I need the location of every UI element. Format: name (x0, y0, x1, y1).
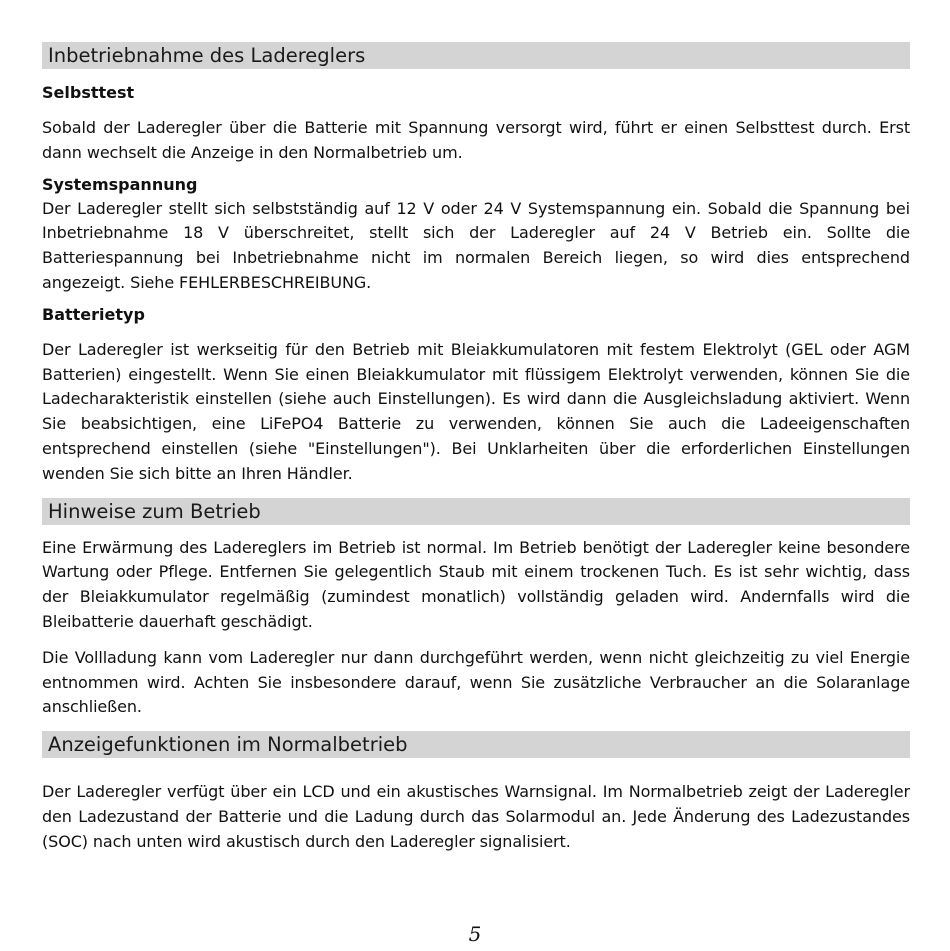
document-page (42, 42, 910, 855)
paragraph-anzeigefunktionen: Der Laderegler verfügt über ein LCD und ein akustisches Warnsignal. Im Normalbetrieb zeigt der Laderegler den Ladezustand der Batterie und die Ladung durch das Solarmodul an. Jede Änderung des Ladezustandes (SOC) nach unten wird akustisch durch den Laderegler signalisiert. (42, 782, 910, 851)
page-number: 5 (468, 922, 482, 946)
paragraph-batterietyp: Der Laderegler ist werkseitig für den Betrieb mit Bleiakkumulatoren mit festem Elektrolyt (GEL oder AGM Batterien) eingestellt. Wenn Sie einen Bleiakkumulator mit flüssigem Elektrolyt verwenden, können Sie die Ladecharakteristik einstellen (siehe auch Einstellungen). Es wird dann die Ausgleichsladung aktiviert. Wenn Sie beabsichtigen, eine LiFePO4 Batterie zu verwenden, können Sie auch die Ladeeigenschaften entsprechend einstellen (siehe "Einstellungen"). Bei Unklarheiten über die erforderlichen Einstellungen wenden Sie sich bitte an Ihren Händler. (42, 339, 910, 483)
subheading-selbsttest: Selbsttest (42, 83, 135, 102)
subheading-batterietyp: Batterietyp (42, 304, 145, 324)
section-title-inbetriebnahme: Inbetriebnahme des Ladereglers (42, 42, 910, 69)
subheading-systemspannung: Systemspannung (42, 174, 198, 194)
paragraph-selbsttest: Sobald der Laderegler über die Batterie mit Spannung versorgt wird, führt er einen Selbsttest durch. Erst dann wechselt die Anzeige in den Normalbetrieb um. (42, 118, 910, 162)
section-title-anzeigefunktionen: Anzeigefunktionen im Normalbetrieb (42, 731, 910, 758)
paragraph-hinweise-2: Die Vollladung kann vom Laderegler nur dann durchgeführt werden, wenn nicht gleichzeitig zu viel Energie entnommen wird. Achten Sie insbesondere darauf, wenn Sie zusätzliche Verbraucher an die Solaranlage anschließen. (42, 647, 910, 717)
paragraph-systemspannung: Der Laderegler stellt sich selbstständig auf 12 V oder 24 V Systemspannung ein. Sobald die Spannung bei Inbetriebnahme 18 V überschreitet, stellt sich der Laderegler auf 24 V Betrieb ein. Sollte die Batteriespannung bei Inbetriebnahme nicht im normalen Bereich liegen, so wird dies entsprechend angezeigt. Siehe FEHLERBESCHREIBUNG. (42, 198, 910, 292)
section-title-hinweise: Hinweise zum Betrieb (42, 498, 910, 525)
paragraph-hinweise-1: Eine Erwärmung des Ladereglers im Betrieb ist normal. Im Betrieb benötigt der Laderegler keine besondere Wartung oder Pflege. Entfernen Sie gelegentlich Staub mit einem trockenen Tuch. Es ist sehr wichtig, dass der Bleiakkumulator regelmäßig (zumindest monatlich) vollständig geladen wird. Andernfalls wird die Bleibatterie dauerhaft geschädigt. (42, 537, 910, 631)
